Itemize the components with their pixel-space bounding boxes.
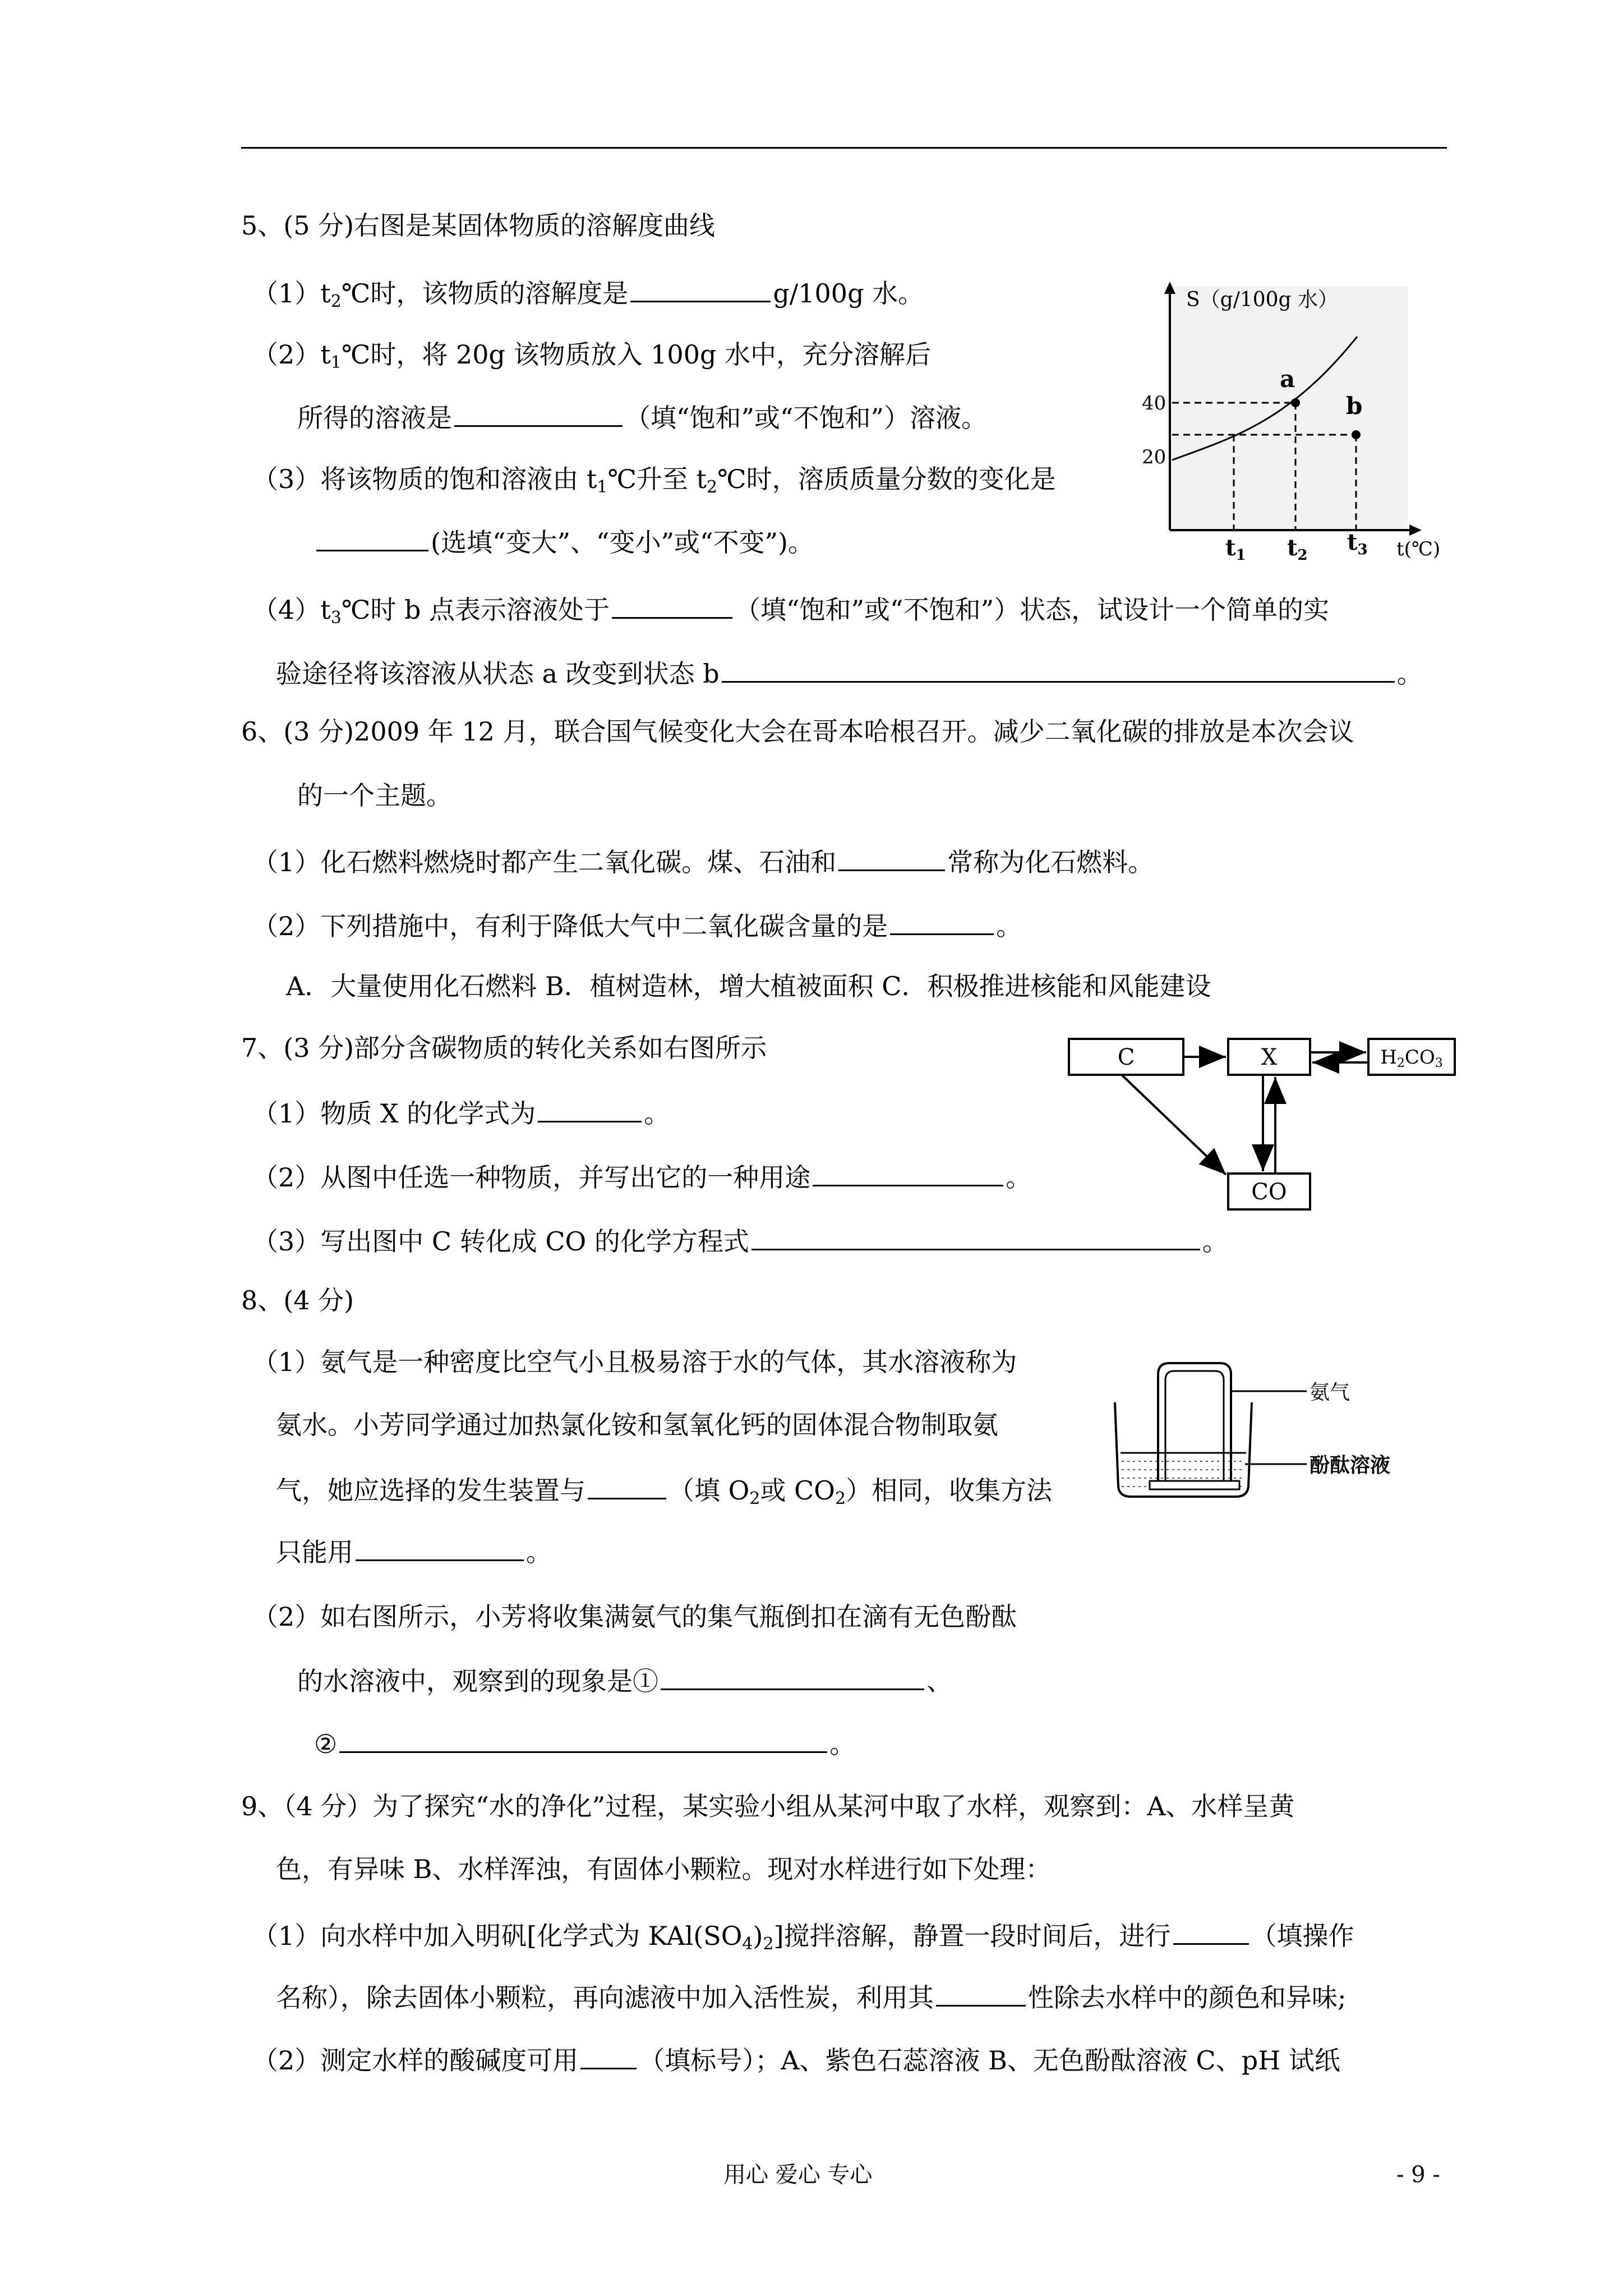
tick-t1: $t_1$	[1225, 535, 1246, 564]
solubility-graph	[1122, 275, 1458, 567]
q7-part1: （1）物质 X 的化学式为 。	[252, 1095, 670, 1129]
point-b	[1352, 430, 1361, 439]
q5-part2-cont: 所得的溶液是 （填“饱和”或“不饱和”）溶液。	[297, 399, 987, 434]
blank[interactable]	[339, 1726, 827, 1753]
q9-title: 9、（4 分）为了探究“水的净化”过程，某实验小组从某河中取了水样，观察到：A、水样呈黄	[241, 1791, 1295, 1821]
point-b-label: b	[1346, 392, 1363, 420]
page-number: - 9 -	[1396, 2162, 1440, 2188]
q9-part1-cont: 名称），除去固体小颗粒，再向滤液中加入活性炭，利用其 性除去水样中的颜色和异味;	[276, 1979, 1347, 2013]
tick-t3: $t_3$	[1347, 529, 1368, 558]
q8-part1: （1）氨气是一种密度比空气小且极易溶于水的气体，其水溶液称为	[252, 1347, 1017, 1377]
blank[interactable]	[661, 1663, 924, 1690]
q8-part1-line3: 气，她应选择的发生装置与 （填 $O_2$或 $CO_2$）相同，收集方法	[276, 1472, 1052, 1506]
q5-title: 5、(5 分)右图是某固体物质的溶解度曲线	[241, 210, 716, 241]
q8-part2-line3: ② 。	[314, 1726, 855, 1760]
point-a-label: a	[1280, 365, 1295, 393]
header-rule	[241, 147, 1447, 149]
q9-part1: （1）向水样中加入明矾[化学式为 $KAl(SO_4)_2$]搅拌溶解，静置一段时间后，进行 （填操作	[252, 1917, 1354, 1952]
box-co-label: CO	[1251, 1179, 1287, 1205]
jar-mouth	[1150, 1481, 1239, 1489]
q5-part4-cont: 验途径将该溶液从状态 a 改变到状态 b 。	[276, 655, 1423, 689]
blank[interactable]	[838, 844, 945, 871]
blank[interactable]	[316, 524, 428, 551]
blank[interactable]	[813, 1159, 1003, 1186]
blank[interactable]	[588, 1472, 666, 1499]
q7-part3: （3）写出图中 C 转化成 CO 的化学方程式 。	[252, 1223, 1228, 1257]
box-c-label: C	[1117, 1045, 1135, 1070]
q8-part1-line4: 只能用 。	[276, 1534, 552, 1568]
carbon-conversion-diagram	[1060, 1027, 1464, 1217]
phenol-label: 酚酞溶液	[1310, 1453, 1391, 1477]
blank[interactable]	[454, 399, 623, 427]
q8-part2: （2）如右图所示，小芳将收集满氨气的集气瓶倒扣在滴有无色酚酞	[252, 1602, 1017, 1632]
q5-part3-cont: (选填“变大”、“变小”或“不变”)。	[314, 524, 814, 558]
q8-title: 8、(4 分)	[241, 1285, 354, 1315]
q5-part3: （3）将该物质的饱和溶液由 $t_1℃$升至 $t_2℃$时，溶质质量分数的变化是	[252, 464, 1056, 497]
blank[interactable]	[1173, 1917, 1249, 1945]
x-axis-label: t(℃)	[1396, 538, 1441, 560]
footer-motto: 用心 爱心 专心	[723, 2162, 873, 2188]
blank[interactable]	[356, 1534, 524, 1561]
q8-part1-line2: 氨水。小芳同学通过加热氯化铵和氢氧化钙的固体混合物制取氨	[276, 1410, 998, 1440]
gas-jar-inner	[1165, 1371, 1224, 1481]
q6-part2: （2）下列措施中，有利于降低大气中二氧化碳含量的是 。	[252, 908, 1022, 942]
q6-title: 6、(3 分)2009 年 12 月，联合国气候变化大会在哥本哈根召开。减少二氧化碳的排放是本次会议	[241, 716, 1354, 747]
q7-part2: （2）从图中任选一种物质，并写出它的一种用途 。	[252, 1159, 1031, 1193]
blank[interactable]	[936, 1979, 1026, 2007]
blank[interactable]	[612, 591, 732, 619]
blank[interactable]	[630, 275, 771, 302]
y-axis-label: S（g/100g 水）	[1186, 288, 1339, 311]
point-a	[1291, 398, 1300, 407]
box-x-label: X	[1261, 1045, 1278, 1070]
tick-t2: $t_2$	[1287, 535, 1308, 564]
q6-options: A．大量使用化石燃料 B．植树造林，增大植被面积 C．积极推进核能和风能建设	[286, 971, 1211, 1001]
blank[interactable]	[890, 908, 994, 935]
box-h2co3-label: H2CO3	[1380, 1046, 1443, 1070]
q5-part1: $(1)t_2℃$时，该物质的溶解度是 g/100g 水。	[252, 275, 924, 309]
tick-20: 20	[1142, 446, 1166, 468]
q7-title: 7、(3 分)部分含碳物质的转化关系如右图所示	[241, 1033, 767, 1063]
q9-title-cont: 色，有异味 B、水样浑浊，有固体小颗粒。现对水样进行如下处理：	[276, 1854, 1052, 1884]
blank[interactable]	[580, 2042, 637, 2069]
q8-part2-line2: 的水溶液中，观察到的现象是① 、	[297, 1663, 952, 1697]
arrow-c-co	[1122, 1075, 1226, 1175]
blank[interactable]	[722, 655, 1395, 683]
ammonia-label: 氨气	[1310, 1381, 1350, 1404]
blank[interactable]	[751, 1223, 1200, 1250]
graph-background	[1166, 286, 1408, 533]
gas-jar	[1158, 1363, 1231, 1481]
x-axis-arrow	[1409, 524, 1422, 536]
q9-part2: （2）测定水样的酸碱度可用 （填标号）；A、紫色石蕊溶液 B、无色酚酞溶液 C、pH 试纸	[252, 2042, 1340, 2076]
ammonia-apparatus	[1110, 1346, 1458, 1515]
q6-part1: （1）化石燃料燃烧时都产生二氧化碳。煤、石油和 常称为化石燃料。	[252, 844, 1154, 878]
q5-part4: $(4)t_3℃$时 b 点表示溶液处于 （填“饱和”或“不饱和”）状态，试设计一个简单的实	[252, 591, 1329, 625]
q6-title-cont: 的一个主题。	[297, 780, 452, 811]
tick-40: 40	[1142, 392, 1166, 415]
q5-part2: $(2)t_1℃$时，将 20g 该物质放入 100g 水中，充分溶解后	[252, 339, 932, 372]
blank[interactable]	[538, 1095, 642, 1122]
